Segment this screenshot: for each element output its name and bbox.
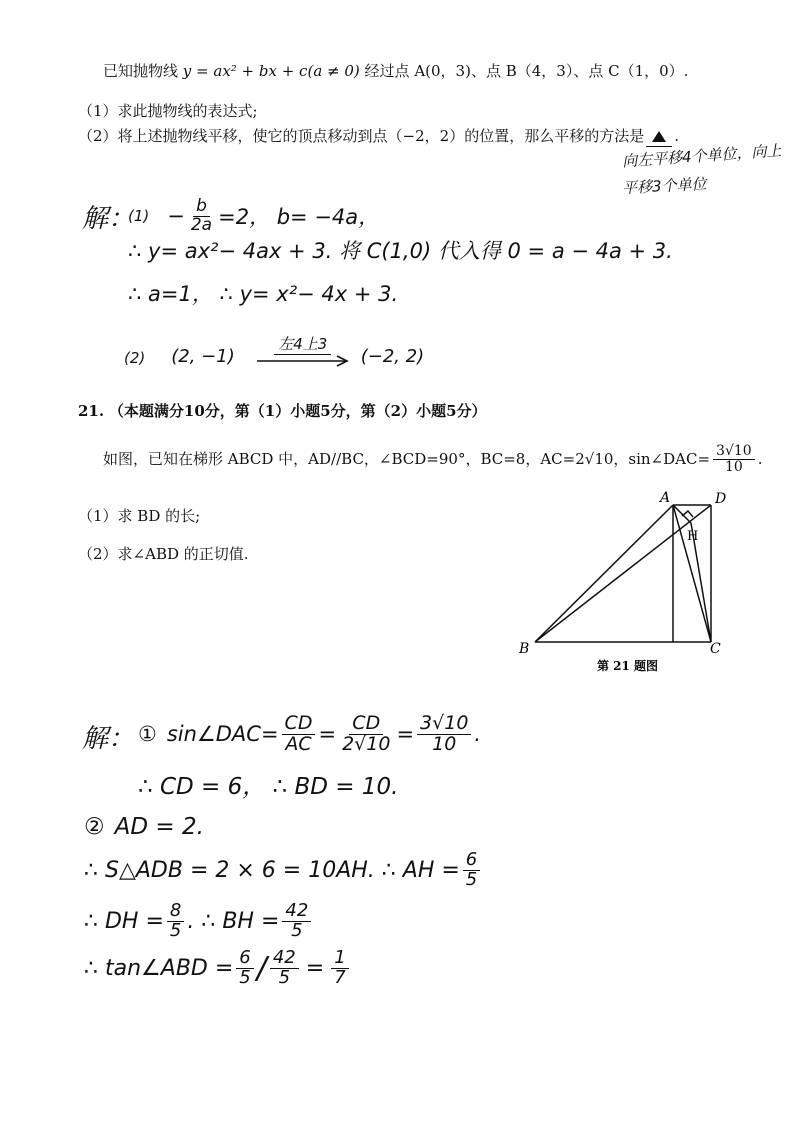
- q21-heading: [78, 404, 487, 419]
- segment-BD: [535, 505, 711, 642]
- q21-sol-l5-frac-b: [282, 899, 311, 941]
- q21-solution-label: 解：: [82, 724, 135, 754]
- q21-sol-l4-den: 5: [465, 868, 478, 890]
- q20-sol-l4-to: (−2, 2): [360, 346, 425, 367]
- q21-sol-l5-text-b: . ∴ BH =: [187, 908, 280, 934]
- q21-sol-l6-frac-a: [236, 946, 253, 988]
- q21-sol-l4-frac: [463, 848, 480, 890]
- q21-sol-l6-frac-b: [270, 946, 299, 988]
- q21-sol-l6-den-a: 5: [239, 966, 251, 988]
- q21-sol-frac2-num: CD: [349, 714, 383, 735]
- equals-sign: =: [396, 722, 415, 746]
- q21-sol-l5-num-b: 42: [282, 902, 311, 922]
- q20-solution-line4: [124, 333, 424, 367]
- q21-number: 21.: [78, 402, 105, 420]
- q21-sol-frac2-den: 2√10: [342, 732, 391, 755]
- q21-sol-l6-num-b: 42: [270, 949, 299, 969]
- q20-sol-l1-fraction: [188, 198, 215, 235]
- q20-stem-prefix: 已知抛物线: [103, 62, 179, 80]
- q21-sol-l6-frac-c: [331, 946, 348, 988]
- q20-part2: [78, 129, 679, 147]
- equals-sign: =: [318, 722, 337, 746]
- segment-BA: [535, 505, 673, 642]
- q21-sol-l3-idx: ②: [84, 814, 105, 840]
- q21-sol-frac3: [417, 711, 471, 755]
- q20-sol-l4-idx: (2): [124, 349, 146, 367]
- q21-part1: （1）求 BD 的长;: [78, 507, 201, 525]
- q20-stem-suffix: 经过点 A(0，3)、点 B（4，3）、点 C（1，0）.: [364, 62, 689, 80]
- q21-sol-l6-num-a: 6: [236, 949, 253, 969]
- translation-arrow-label: 左4上3: [274, 333, 331, 355]
- q21-sol-l1-end: .: [474, 722, 482, 746]
- q20-sol-l1-frac-num: b: [193, 198, 210, 217]
- q21-sol-frac1-num: CD: [282, 714, 316, 735]
- margin-note-line2: 平移3个单位: [621, 174, 707, 198]
- q21-solution-line4: [84, 842, 483, 898]
- margin-note-line1: 向左平移4个单位，向上: [621, 141, 783, 171]
- q20-solution-line3: ∴ a=1， ∴ y= x²− 4x + 3.: [128, 282, 399, 306]
- q21-stem: [103, 444, 762, 474]
- triangle-icon: [652, 131, 666, 142]
- arrow-right-icon: [255, 355, 351, 367]
- vertex-D: D: [715, 491, 727, 507]
- q20-part2-end: .: [674, 127, 679, 145]
- figure-caption: 第 21 题图: [597, 659, 659, 673]
- q20-sol-l4-from: (2, −1): [171, 346, 235, 367]
- q21-sol-l1-idx: ①: [138, 722, 157, 746]
- q21-solution-line3: [84, 814, 204, 840]
- q21-sol-l6-text: ∴ tan∠ABD =: [84, 955, 234, 981]
- q20-sol-l1-frac-den: 2a: [190, 214, 213, 235]
- q20-solution-line2: ∴ y= ax²− 4ax + 3. 将 C(1,0) 代入得 0 = a − 4a + 3.: [128, 239, 673, 263]
- q21-sol-l5-text-a: ∴ DH =: [84, 908, 164, 934]
- vertex-A: A: [660, 490, 671, 506]
- q21-score-note: （本题满分10分，第（1）小题5分，第（2）小题5分）: [108, 402, 487, 420]
- q20-sol-l1-rest: =2， b= −4a，: [218, 205, 380, 230]
- q21-sin-den: 10: [724, 458, 743, 475]
- q20-stem: [103, 64, 688, 79]
- q21-sol-l6-den-b: 5: [278, 966, 291, 988]
- q20-sol-l1-idx: (1): [128, 207, 150, 226]
- translation-arrow: [255, 333, 351, 367]
- q21-stem-text: 如图，已知在梯形 ABCD 中，AD//BC，∠BCD=90°，BC=8，AC=2√10，sin∠DAC=: [103, 449, 711, 468]
- q21-sol-l1-text: sin∠DAC=: [166, 722, 279, 746]
- q21-sol-l5-den-b: 5: [291, 919, 303, 941]
- vertex-C: C: [710, 641, 721, 657]
- answer-blank: [646, 129, 672, 147]
- q21-part2: （2）求∠ABD 的正切值.: [78, 545, 249, 563]
- q21-sol-l4-text: ∴ S△ADB = 2 × 6 = 10AH. ∴ AH =: [84, 857, 460, 883]
- q20-solution-line1: [128, 198, 379, 235]
- q21-sin-num: 3√10: [713, 444, 755, 460]
- q21-sin-fraction: [713, 444, 755, 474]
- q21-sol-l5-num-a: 8: [167, 902, 184, 922]
- q21-sol-l6-eq: =: [305, 955, 325, 981]
- q21-sol-frac1: [282, 711, 316, 755]
- q21-sol-l6-den-c: 7: [334, 966, 346, 988]
- q21-sol-frac1-den: AC: [285, 732, 312, 755]
- q20-solution-label: 解：: [82, 204, 135, 234]
- q21-sol-frac2: [339, 711, 393, 755]
- q21-sol-l5-den-a: 5: [169, 919, 182, 941]
- q21-sol-frac3-den: 10: [432, 732, 457, 755]
- q20-formula: y = ax² + bx + c(a ≠ 0): [182, 62, 360, 80]
- q20-part2-text: （2）将上述抛物线平移，使它的顶点移动到点（−2，2）的位置，那么平移的方法是: [78, 127, 645, 145]
- q21-solution-line1: [138, 704, 481, 764]
- q21-sol-l4-num: 6: [463, 851, 480, 871]
- q21-sol-l3-text: AD = 2.: [114, 814, 204, 840]
- q21-solution-line2: ∴ CD = 6， ∴ BD = 10.: [138, 774, 399, 800]
- q21-solution-line6: [84, 940, 352, 996]
- q21-sol-frac3-num: 3√10: [417, 714, 471, 735]
- point-H: H: [687, 529, 699, 544]
- q21-stem-end: .: [757, 449, 763, 468]
- q20-part1: （1）求此抛物线的表达式;: [78, 102, 258, 120]
- q21-sol-l5-frac-a: [167, 899, 184, 941]
- q21-sol-l6-slash: /: [256, 950, 267, 986]
- q20-sol-l1-minus: −: [167, 204, 185, 229]
- q21-sol-l6-num-c: 1: [331, 949, 348, 969]
- vertex-B: B: [519, 641, 530, 657]
- trapezoid-figure: [510, 485, 740, 685]
